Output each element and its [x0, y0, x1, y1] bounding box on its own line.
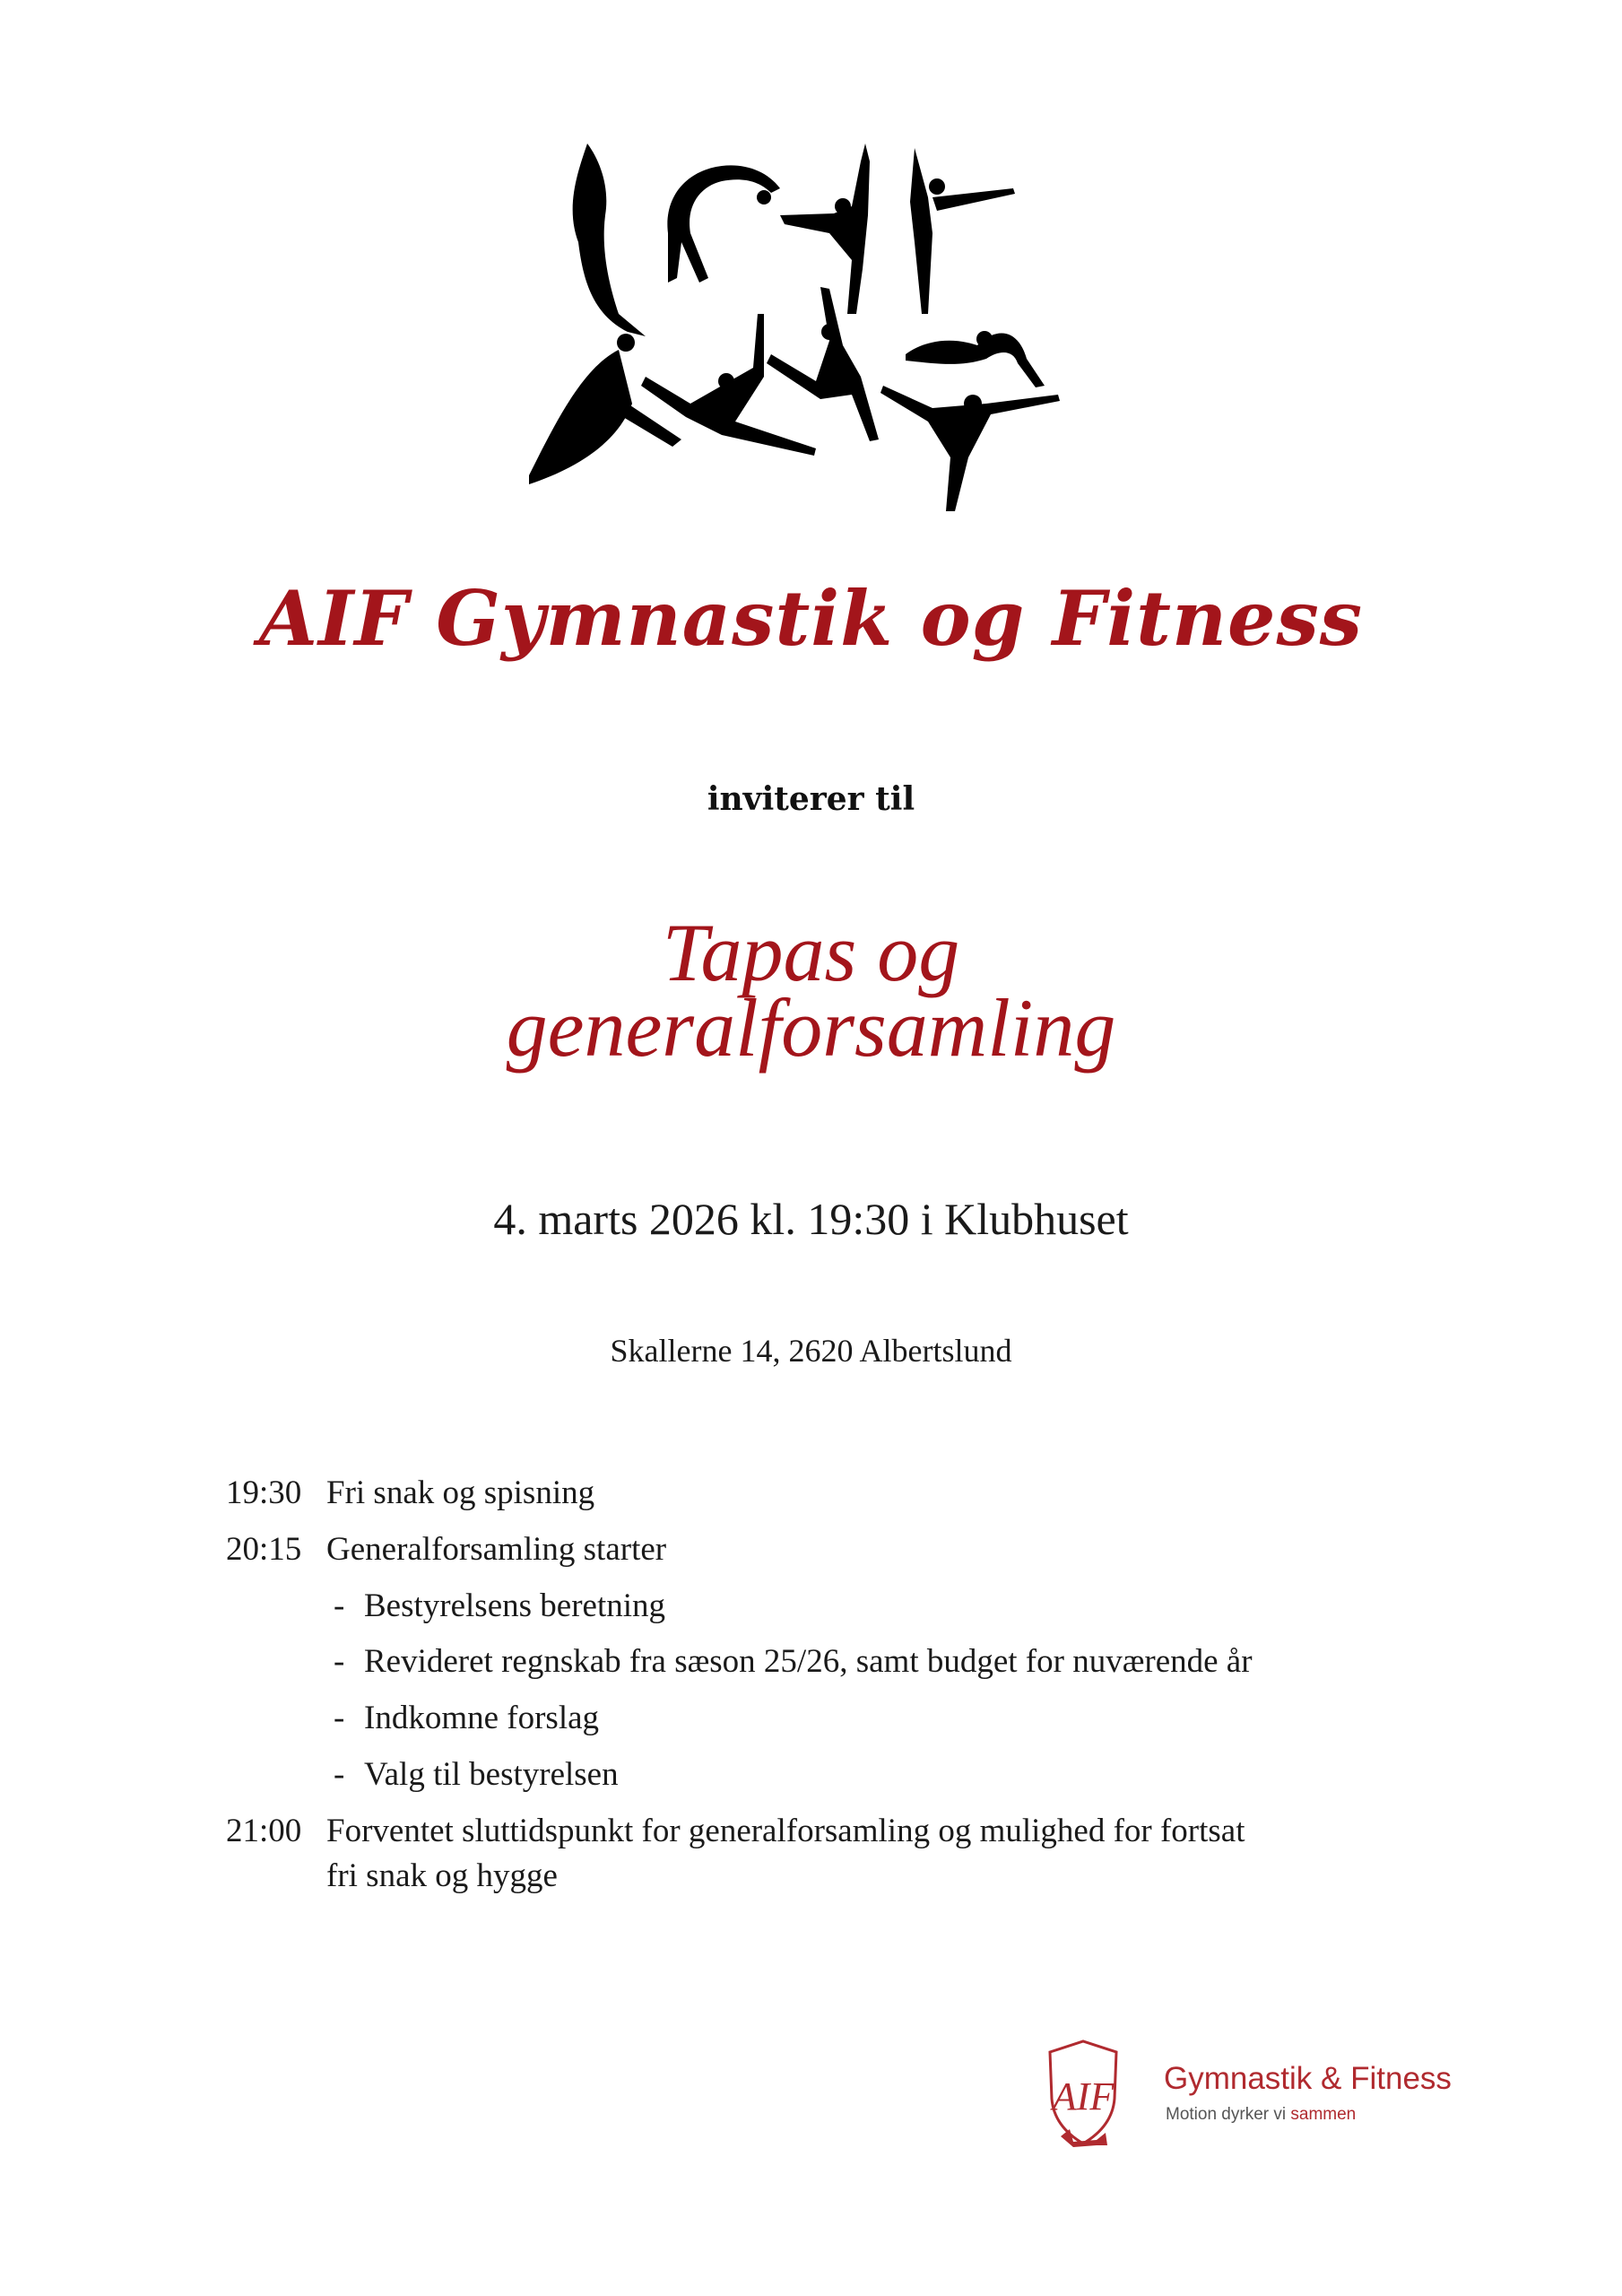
logo-name: Gymnastik & Fitness [1164, 2061, 1452, 2096]
bullet-dash: - [334, 1756, 345, 1793]
bullet-dash: - [334, 1587, 345, 1624]
event-title-line-1: Tapas og [662, 907, 960, 998]
aif-shield-logo-icon [1043, 2036, 1123, 2152]
program-subitem: Valg til bestyrelsen [364, 1756, 619, 1793]
logo-tagline-emphasis: sammen [1290, 2105, 1357, 2124]
gymnast-silhouette [573, 144, 646, 336]
logo-emblem-text: AIF [1052, 2074, 1115, 2118]
gymnast-silhouettes-illustration [529, 135, 1103, 520]
gymnast-silhouette [906, 331, 1045, 387]
program-item: Forventet sluttidspunkt for generalforsamling og mulighed for fortsat [326, 1813, 1245, 1849]
logo-tagline-prefix: Motion dyrker vi [1166, 2105, 1287, 2124]
event-datetime: 4. marts 2026 kl. 19:30 i Klubhuset [493, 1194, 1129, 1244]
invite-line: inviterer til [707, 780, 915, 818]
logo-tagline [1166, 2105, 1356, 2125]
gymnast-silhouette [910, 148, 1015, 314]
program-subitem: Indkomne forslag [364, 1700, 600, 1736]
program-time: 21:00 [226, 1813, 302, 1849]
program-subitem: Bestyrelsens beretning [364, 1587, 665, 1624]
bullet-dash: - [334, 1643, 345, 1680]
program-item: Generalforsamling starter [326, 1531, 667, 1568]
program-item-continuation: fri snak og hygge [326, 1857, 558, 1894]
event-title [0, 907, 1622, 1074]
gymnast-silhouette [529, 334, 681, 484]
program-subitem: Revideret regnskab fra sæson 25/26, samt budget for nuværende år [364, 1643, 1253, 1680]
program-time: 19:30 [226, 1474, 302, 1511]
bullet-dash: - [334, 1700, 345, 1736]
program-time: 20:15 [226, 1531, 302, 1568]
organization-title: AIF Gymnastik og Fitness [258, 574, 1364, 663]
event-address: Skallerne 14, 2620 Albertslund [610, 1333, 1012, 1369]
gymnast-silhouette [667, 165, 780, 283]
program-item: Fri snak og spisning [326, 1474, 595, 1511]
gymnast-silhouette [880, 386, 1060, 511]
gymnast-silhouette [767, 287, 879, 441]
event-title-line-2: generalforsamling [506, 982, 1116, 1074]
